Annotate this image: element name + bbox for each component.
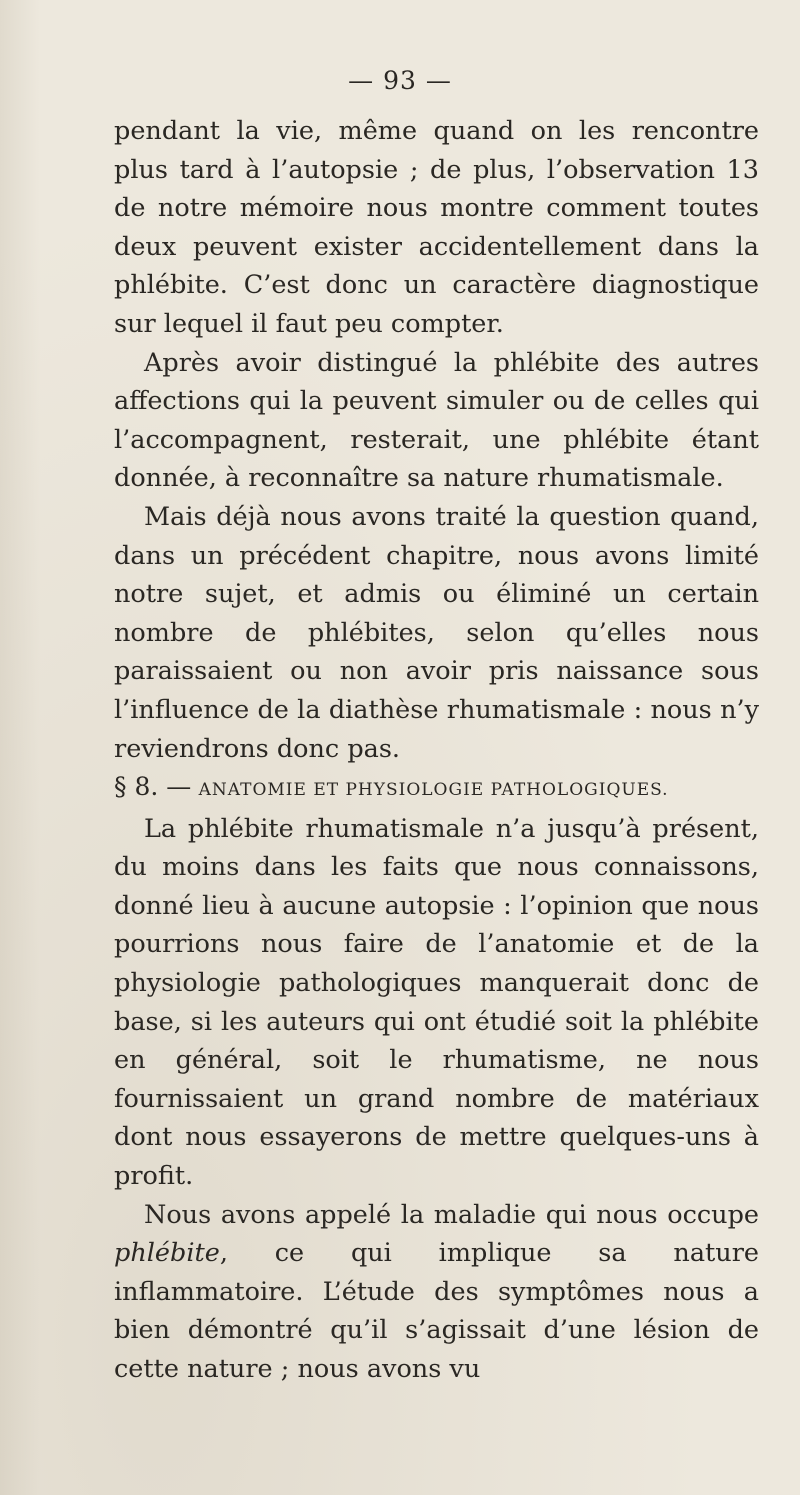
- body-text: [114, 112, 759, 1389]
- section-title: ANATOMIE ET PHYSIOLOGIE PATHOLOGIQUES.: [198, 780, 669, 801]
- section-number: § 8. —: [114, 772, 192, 802]
- paragraph: Mais déjà nous avons traité la question quand, dans un précédent chapitre, nous avons limité notre sujet, et admis ou éliminé un certain nombre de phlébites, selon qu’elles nous paraissaient ou non avoir pris naissance sous l’influence de la diathèse rhumatismale : nous n’y reviendrons donc pas.: [114, 501, 759, 764]
- paragraph-text: Nous avons appelé la maladie qui nous occupe: [144, 1199, 759, 1230]
- paragraph: La phlébite rhumatismale n’a jusqu’à présent, du moins dans les faits que nous connaissons, donné lieu à aucune autopsie : l’opinion que nous pourrions nous faire de l’anatomie et de la physiologie pathologiques manquerait donc de base, si les auteurs qui ont étudié soit la phlébite en général, soit le rhumatisme, ne nous fournissaient un grand nombre de matériaux dont nous essayerons de mettre quelques-uns à profit.: [114, 813, 759, 1192]
- section-heading: [114, 768, 759, 810]
- italic-term: phlébite: [114, 1238, 220, 1269]
- paragraph-text: , ce qui implique sa nature inflammatoire. L’étude des symptômes nous a bien démontré qu’il s’agissait d’une lésion de cette nature ; nous avons vu: [114, 1238, 759, 1384]
- page-number: — 93 —: [348, 66, 452, 95]
- paragraph: Après avoir distingué la phlébite des autres affections qui la peuvent simuler ou de celles qui l’accompagnent, resterait, une phlébite étant donnée, à reconnaître sa nature rhumatismale.: [114, 347, 759, 494]
- paragraph-continuation: pendant la vie, même quand on les rencontre plus tard à l’autopsie ; de plus, l’observation 13 de notre mémoire nous montre comment toutes deux peuvent exister accidentellement dans la phlébite. C’est donc un caractère diagnostique sur lequel il faut peu compter.: [114, 116, 759, 339]
- paragraph: [114, 1196, 759, 1389]
